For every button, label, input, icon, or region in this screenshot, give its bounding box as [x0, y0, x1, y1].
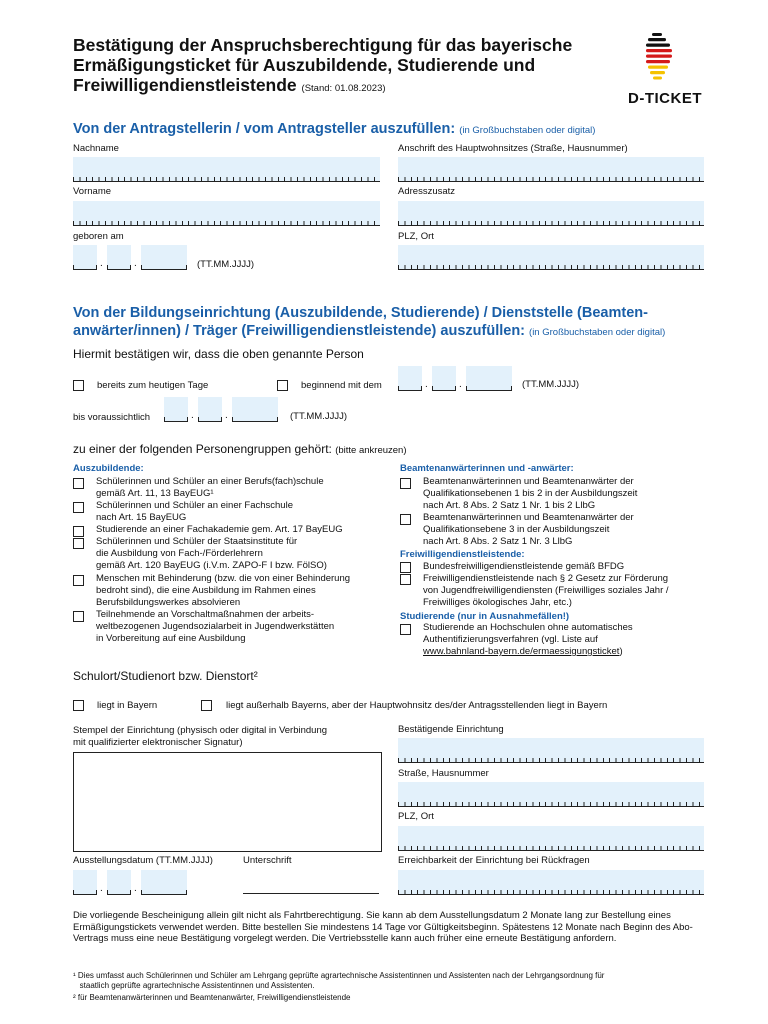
birth-day-field[interactable] — [73, 245, 97, 270]
frei-checkbox-1[interactable] — [400, 562, 411, 573]
plz-ort-label: PLZ, Ort — [398, 231, 434, 242]
from-checkbox[interactable] — [277, 380, 288, 391]
anschrift-label: Anschrift des Hauptwohnsitzes (Straße, Hausnummer) — [398, 143, 628, 154]
beamte-option-2: Beamtenanwärterinnen und Beamtenanwärter der Qualifikationsebene 3 in der Ausbildungszeit nach Art. 8 Abs. 2 Satz 1 Nr. 3 LlbG — [423, 512, 634, 547]
today-checkbox[interactable] — [73, 380, 84, 391]
issue-year-field[interactable] — [141, 870, 187, 895]
vorname-label: Vorname — [73, 186, 112, 197]
today-label: bereits zum heutigen Tage — [97, 380, 209, 391]
birth-month-field[interactable] — [107, 245, 131, 270]
footnote-2: ² für Beamtenanwärterinnen und Beamtenanwärter, Freiwilligendienstleistende — [73, 993, 351, 1002]
outside-bayern-label: liegt außerhalb Bayerns, aber der Hauptwohnsitz des/der Antragsstellenden liegt in Bayern — [226, 700, 608, 711]
from-month-field[interactable] — [432, 366, 456, 391]
stamp-plz-field[interactable] — [398, 826, 704, 851]
bestaetigende-field[interactable] — [398, 738, 704, 763]
azubi-checkbox-4[interactable] — [73, 538, 84, 549]
beamte-checkbox-2[interactable] — [400, 514, 411, 525]
stamp-plz-label: PLZ, Ort — [398, 811, 434, 822]
frei-checkbox-2[interactable] — [400, 574, 411, 585]
strasse-field[interactable] — [398, 782, 704, 807]
signature-line[interactable] — [243, 893, 379, 894]
stamp-box[interactable] — [73, 752, 382, 852]
page-title: Bestätigung der Anspruchsberechtigung für das bayerische Ermäßigungsticket für Auszubildende, Studierende und Freiwilligendienstleistende (Stand: 01.08.2023) — [73, 35, 573, 95]
from-year-field[interactable] — [466, 366, 512, 391]
confirm-text: Hiermit bestätigen wir, dass die oben genannte Person — [73, 347, 364, 361]
datum-label: Ausstellungsdatum (TT.MM.JJJJ) — [73, 855, 213, 866]
azubi-checkbox-5[interactable] — [73, 575, 84, 586]
vorname-field[interactable] — [73, 201, 380, 226]
azubi-checkbox-1[interactable] — [73, 478, 84, 489]
footnote-1: ¹ Dies umfasst auch Schülerinnen und Schüler am Lehrgang geprüfte agrartechnische Assistentinnen und Assistenten nach der Lehrgangsordnung für staatlich geprüfte agrartechnische Assistentinnen und Assistenten. — [73, 971, 605, 990]
logo-text: D-TICKET — [628, 90, 702, 107]
until-label: bis voraussichtlich — [73, 412, 151, 423]
nachname-label: Nachname — [73, 143, 119, 154]
nachname-field[interactable] — [73, 157, 380, 182]
in-bayern-label: liegt in Bayern — [97, 700, 158, 711]
until-year-field[interactable] — [232, 397, 278, 422]
until-day-field[interactable] — [164, 397, 188, 422]
frei-option-1: Bundesfreiwilligendienstleistende gemäß BFDG — [423, 561, 625, 572]
in-bayern-checkbox[interactable] — [73, 700, 84, 711]
stud-option: Studierende an Hochschulen ohne automatisches Authentifizierungsverfahren (vgl. Liste auf — [423, 622, 633, 645]
issue-day-field[interactable] — [73, 870, 97, 895]
group-intro: zu einer der folgenden Personengruppen gehört: (bitte ankreuzen) — [73, 442, 407, 456]
beamte-option-1: Beamtenanwärterinnen und Beamtenanwärter der Qualifikationsebenen 1 bis 2 in der Ausbildungszeit nach Art. 8 Abs. 2 Satz 1 Nr. 1 bis 2 LlbG — [423, 476, 638, 511]
location-heading: Schulort/Studienort bzw. Dienstort² — [73, 669, 258, 683]
azubi-title: Auszubildende: — [73, 463, 144, 474]
azubi-option-2: Schülerinnen und Schüler an einer Fachschule nach Art. 15 BayEUG — [96, 500, 293, 523]
from-label: beginnend mit dem — [301, 380, 382, 391]
geboren-label: geboren am — [73, 231, 124, 242]
validity-notice: Die vorliegende Bescheinigung allein gilt nicht als Fahrtberechtigung. Sie kann ab dem Ausstellungsdatum 2 Monate lang zur Bestellung eines Ermäßigungstickets verwendet werden. Bitte bestellen Sie mindestens 14 Tage vor Gültigkeitsbeginn. Spätestens 12 Monate nach Beginn des Abo-Vertrags muss eine neue Bestätigung vorgelegt werden. Die Vertriebsstelle kann auch früher eine erneute Bestätigung anfordern. — [73, 910, 693, 944]
adresszusatz-field[interactable] — [398, 201, 704, 226]
issue-month-field[interactable] — [107, 870, 131, 895]
stud-checkbox[interactable] — [400, 624, 411, 635]
azubi-checkbox-6[interactable] — [73, 611, 84, 622]
azubi-option-3: Studierende an einer Fachakademie gem. Art. 17 BayEUG — [96, 524, 343, 535]
from-format-hint: (TT.MM.JJJJ) — [522, 379, 579, 390]
azubi-option-6: Teilnehmende an Vorschaltmaßnahmen der arbeits- weltbezogenen Jugendsozialarbeit in Jugendwerkstätten in Vorbereitung auf eine Ausbildung — [96, 609, 335, 644]
birth-format-hint: (TT.MM.JJJJ) — [197, 259, 254, 270]
strasse-label: Straße, Hausnummer — [398, 768, 489, 779]
applicant-heading: Von der Antragstellerin / vom Antragsteller auszufüllen: (in Großbuchstaben oder digital) — [73, 121, 596, 137]
adresszusatz-label: Adresszusatz — [398, 186, 456, 197]
anschrift-field[interactable] — [398, 157, 704, 182]
until-format-hint: (TT.MM.JJJJ) — [290, 411, 347, 422]
until-month-field[interactable] — [198, 397, 222, 422]
stamp-label: Stempel der Einrichtung (physisch oder digital in Verbindung mit qualifizierter elektronischer Signatur) — [73, 725, 328, 748]
birth-year-field[interactable] — [141, 245, 187, 270]
institution-heading: Von der Bildungseinrichtung (Auszubildende, Studierende) / Dienststelle (Beamten-anwärter/innen) / Träger (Freiwilligendienstleistende) auszufüllen: (in Großbuchstaben oder digital) — [73, 305, 666, 339]
frei-option-2: Freiwilligendienstleistende nach § 2 Gesetz zur Förderung von Jugendfreiwilligendiensten (Freiwilliges soziales Jahr / Freiwilliges ökologisches Jahr, etc.) — [423, 573, 669, 608]
bestaetigende-label: Bestätigende Einrichtung — [398, 724, 504, 735]
azubi-option-5: Menschen mit Behinderung (bzw. die von einer Behinderung bedroht sind), die eine Ausbildung im Rahmen eines Berufsbildungswerkes absolvieren — [96, 573, 351, 608]
stand-date: (Stand: 01.08.2023) — [301, 83, 386, 94]
azubi-option-4: Schülerinnen und Schüler der Staatsinstitute für die Ausbildung von Fach-/Förderlehrern gemäß Art. 120 BayEUG (i.V.m. ZAPO-F I bzw. FölSO) — [96, 536, 327, 571]
azubi-checkbox-3[interactable] — [73, 526, 84, 537]
erreichbarkeit-field[interactable] — [398, 870, 704, 895]
beamte-title: Beamtenanwärterinnen und -anwärter: — [400, 463, 574, 474]
erreichbarkeit-label: Erreichbarkeit der Einrichtung bei Rückfragen — [398, 855, 590, 866]
azubi-checkbox-2[interactable] — [73, 502, 84, 513]
from-day-field[interactable] — [398, 366, 422, 391]
stud-title: Studierende (nur in Ausnahmefällen!) — [400, 611, 570, 622]
plz-ort-field[interactable] — [398, 245, 704, 270]
azubi-option-1: Schülerinnen und Schüler an einer Berufs(fach)schule gemäß Art. 11, 13 BayEUG¹ — [96, 476, 324, 499]
ermaessigungsticket-link[interactable]: www.bahnland-bayern.de/ermaessigungsticket — [423, 646, 620, 657]
unterschrift-label: Unterschrift — [243, 855, 292, 866]
outside-bayern-checkbox[interactable] — [201, 700, 212, 711]
frei-title: Freiwilligendienstleistende: — [400, 549, 525, 560]
beamte-checkbox-1[interactable] — [400, 478, 411, 489]
